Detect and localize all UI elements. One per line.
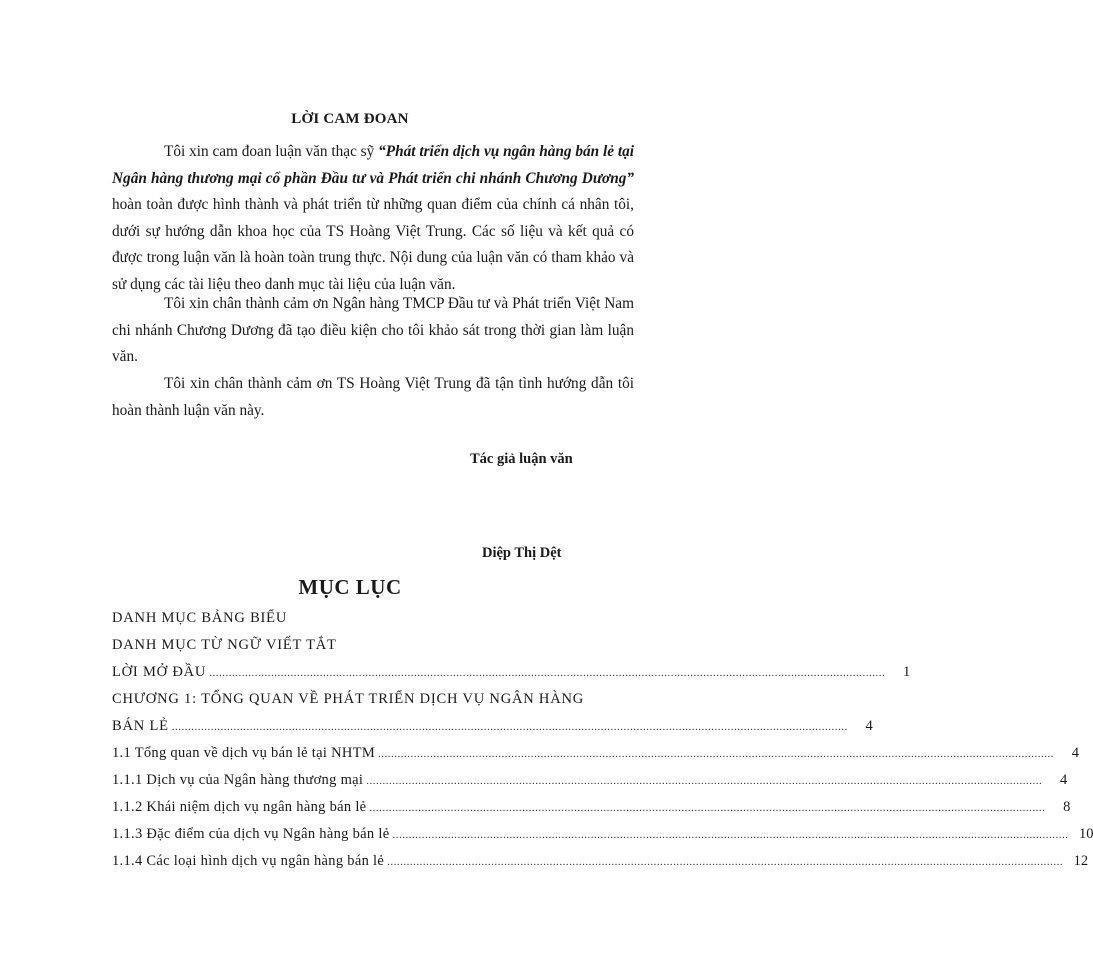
signature-name: Diệp Thị Dệt <box>482 545 562 561</box>
toc-entry-page: 12 <box>1073 853 1089 869</box>
toc-entry-text: 1.1 Tổng quan về dịch vụ bán lẻ tại NHTM <box>112 745 376 761</box>
toc-entry-text: 1.1.3 Đặc điểm của dịch vụ Ngân hàng bán lẻ <box>112 826 390 842</box>
toc-entry <box>112 661 911 681</box>
toc-entry-text: DANH MỤC BẢNG BIỂU <box>112 610 288 626</box>
toc-entry-page: 4 <box>865 718 873 734</box>
pledge-paragraph-3: Tôi xin chân thành cảm ơn TS Hoàng Việt Trung đã tận tình hướng dẫn tôi hoàn thành luận văn này. <box>112 375 634 419</box>
toc-entry <box>112 688 634 708</box>
pledge-paragraph-1 <box>112 139 634 298</box>
toc-entry-text: BÁN LẺ <box>112 718 169 734</box>
toc-leader-dots: ................................................................................................................................................................................................................ <box>378 748 1055 760</box>
toc-entry <box>112 742 1080 762</box>
signature-role: Tác giả luận văn <box>470 451 573 467</box>
toc-entry-text: LỜI MỞ ĐẦU <box>112 664 207 680</box>
toc-entry <box>112 823 1093 843</box>
toc-entry-page: 4 <box>1059 772 1068 788</box>
toc-entry <box>112 715 873 735</box>
toc-leader-dots: ................................................................................................................................................................................................................ <box>209 667 886 679</box>
toc-entry-text: 1.1.4 Các loại hình dịch vụ ngân hàng bán lẻ <box>112 853 385 869</box>
toc-entry-text: 1.1.2 Khái niệm dịch vụ ngân hàng bán lẻ <box>112 799 367 815</box>
toc-entry <box>112 850 1089 870</box>
toc-entry-page: 10 <box>1078 826 1093 842</box>
toc-leader-dots: ................................................................................................................................................................................................................ <box>387 856 1064 868</box>
toc-leader-dots: ................................................................................................................................................................................................................ <box>171 721 848 733</box>
toc-leader-dots: ................................................................................................................................................................................................................ <box>366 775 1043 787</box>
pledge-title: LỜI CAM ĐOAN <box>291 111 409 127</box>
toc-entry-page: 8 <box>1063 799 1071 815</box>
toc-entry-page: 4 <box>1071 745 1080 761</box>
toc-entry-text: CHƯƠNG 1: TỔNG QUAN VỀ PHÁT TRIỂN DỊCH VỤ NGÂN HÀNG <box>112 691 585 707</box>
pledge-paragraph-1-suffix: hoàn toàn được hình thành và phát triển từ những quan điểm của chính cá nhân tôi, dưới sự hướng dẫn khoa học của TS Hoàng Việt Trung. Các số liệu và kết quả có được trong luận văn là hoàn toàn trung thực. Nội dung của luận văn có tham khảo và sử dụng các tài liệu theo danh mục tài liệu của luận văn. <box>112 196 634 293</box>
toc-entry-page: 1 <box>902 664 911 680</box>
thesis-title-emphasis: “Phát triển dịch vụ ngân hàng bán lẻ tại Ngân hàng thương mại cổ phần Đầu tư và Phát triển chi nhánh Chương Dương” <box>112 143 634 187</box>
toc-entry <box>112 607 634 627</box>
toc-leader-dots: ................................................................................................................................................................................................................ <box>392 829 1069 841</box>
toc-title: MỤC LỤC <box>298 575 402 599</box>
toc-entry <box>112 634 634 654</box>
pledge-paragraph-1-prefix: Tôi xin cam đoan luận văn thạc sỹ <box>164 143 379 160</box>
toc-leader-dots: ................................................................................................................................................................................................................ <box>369 802 1046 814</box>
pledge-paragraph-2: Tôi xin chân thành cảm ơn Ngân hàng TMCP Đầu tư và Phát triển Việt Nam chi nhánh Chương Dương đã tạo điều kiện cho tôi khảo sát trong thời gian làm luận văn. <box>112 295 634 365</box>
toc-entry-text: DANH MỤC TỪ NGỮ VIẾT TẮT <box>112 637 337 653</box>
toc-entry <box>112 769 1068 789</box>
toc-entry <box>112 796 1071 816</box>
toc-entry-text: 1.1.1 Dịch vụ của Ngân hàng thương mại <box>112 772 364 788</box>
